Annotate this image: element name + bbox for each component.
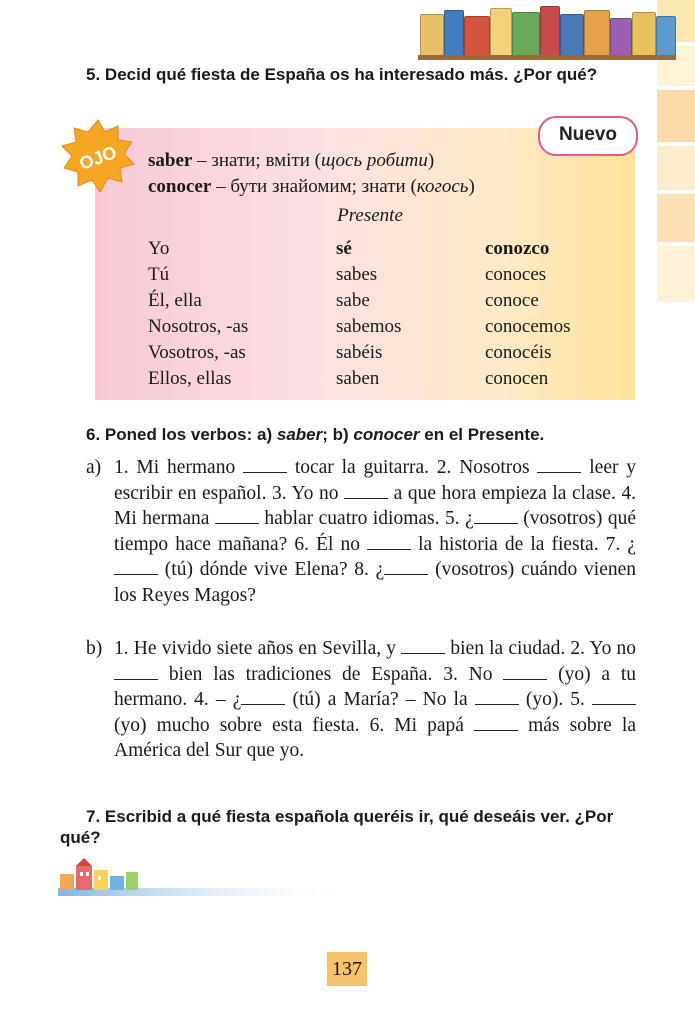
paren-close: )	[427, 150, 435, 171]
exercise-b	[86, 636, 636, 764]
conocer-form: conoces	[485, 264, 547, 285]
books-illustration	[418, 4, 676, 56]
conjugation-table	[148, 236, 570, 392]
text-part: 1. Mi hermano	[114, 457, 236, 478]
text-part: a que hora empieza la clase. 4. Mi hermana	[114, 482, 637, 529]
answer-blank[interactable]	[503, 664, 547, 680]
answer-blank[interactable]	[537, 457, 581, 473]
saber-form: sabemos	[336, 316, 402, 337]
task-number: 6.	[86, 425, 101, 444]
conocer-form: conocéis	[485, 342, 552, 363]
answer-blank[interactable]	[114, 559, 158, 575]
definition-saber	[148, 149, 434, 173]
answer-blank[interactable]	[474, 508, 518, 524]
text-part: hablar cuatro idiomas. 5. ¿	[264, 508, 474, 529]
verb-conocer: conocer	[148, 176, 212, 197]
exercise-body	[114, 455, 636, 608]
tense-title: Presente	[337, 205, 403, 226]
table-row	[148, 366, 570, 392]
paren-close: )	[468, 176, 475, 197]
text-part: 1. He vivido siete años en Sevilla, y	[114, 638, 397, 659]
translation-saber: – знати; вміти (	[192, 150, 321, 171]
text-part: (yo) a tu hermano. 4. – ¿	[114, 663, 637, 710]
answer-blank[interactable]	[384, 559, 428, 575]
answer-blank[interactable]	[475, 689, 519, 705]
conocer-form: conozco	[485, 238, 550, 259]
answer-blank[interactable]	[401, 638, 445, 654]
text-part: bien las tradiciones de España. 3. No	[168, 663, 493, 685]
table-row	[148, 314, 570, 340]
translation-conocer: – бути знайомим; знати (	[211, 176, 417, 197]
task-text: Escribid a qué fiesta española queréis ir, qué deseáis ver. ¿Por qué?	[60, 807, 614, 847]
text-part: más sobre la América del Sur que yo.	[114, 714, 636, 761]
answer-blank[interactable]	[241, 689, 285, 705]
ojo-badge	[60, 118, 136, 194]
table-row	[148, 236, 570, 262]
saber-form: sabes	[336, 264, 378, 285]
answer-blank[interactable]	[474, 715, 518, 731]
saber-form: saben	[336, 368, 380, 389]
text-part: (yo). 5.	[525, 689, 585, 710]
text-part: (tú) dónde vive Elena? 8. ¿	[164, 559, 385, 580]
pronoun: Yo	[148, 238, 170, 259]
page-number: 137	[327, 952, 367, 986]
pronoun: Ellos, ellas	[148, 368, 232, 389]
pronoun: Nosotros, -as	[148, 316, 249, 337]
text-part: tocar la guitarra. 2. Nosotros	[294, 457, 530, 478]
task-number: 7.	[86, 807, 101, 826]
text-part: (yo) mucho sobre esta fiesta. 6. Mi papá	[114, 714, 464, 736]
text-part: leer y escribir en español. 3. Yo no	[114, 457, 637, 504]
hint-saber: щось робити	[320, 150, 428, 171]
task-number: 5.	[86, 65, 101, 84]
verb-a: saber	[276, 425, 323, 444]
answer-blank[interactable]	[114, 664, 158, 680]
pronoun: Tú	[148, 264, 170, 285]
definition-conocer	[148, 175, 475, 199]
task-text: Decid qué fiesta de España os ha interesado más. ¿Por qué?	[104, 65, 598, 84]
task-5	[60, 64, 640, 85]
exercise-label: b)	[86, 638, 103, 659]
saber-form: sabe	[336, 290, 370, 311]
saber-form: sé	[336, 238, 352, 259]
task-7	[60, 806, 640, 848]
exercise-body	[114, 636, 636, 764]
town-illustration	[58, 858, 358, 900]
task-6	[60, 424, 640, 445]
pronoun: Vosotros, -as	[148, 342, 246, 363]
text-part: la historia de la fiesta. 7. ¿	[418, 533, 636, 555]
conocer-form: conoce	[485, 290, 539, 311]
task-suffix: en el Presente.	[419, 425, 545, 444]
conocer-form: conocemos	[485, 316, 571, 337]
answer-blank[interactable]	[592, 689, 636, 705]
task-prefix: Poned los verbos: a)	[104, 425, 277, 444]
answer-blank[interactable]	[367, 534, 411, 550]
table-row	[148, 288, 570, 314]
saber-form: sabéis	[336, 342, 383, 363]
nuevo-badge: Nuevo	[538, 116, 638, 156]
hint-conocer: когось	[416, 176, 469, 197]
exercise-label: a)	[86, 457, 102, 478]
answer-blank[interactable]	[215, 508, 259, 524]
text-part: bien la ciudad. 2. Yo no	[450, 638, 637, 659]
table-row	[148, 262, 570, 288]
answer-blank[interactable]	[344, 483, 388, 499]
table-row	[148, 340, 570, 366]
verb-b: conocer	[353, 425, 420, 444]
text-part: (vosotros) qué tiempo hace mañana? 6. Él no	[114, 508, 637, 555]
answer-blank[interactable]	[243, 457, 287, 473]
text-part: (vosotros) cuándo vienen los Reyes Magos?	[114, 559, 637, 606]
exercise-a	[86, 455, 636, 608]
verb-saber: saber	[148, 150, 193, 171]
text-part: (tú) a María? – No la	[292, 689, 468, 710]
task-mid: ; b)	[322, 425, 354, 444]
pronoun: Él, ella	[148, 290, 202, 311]
conocer-form: conocen	[485, 368, 549, 389]
ojo-label: OJO	[76, 142, 120, 174]
